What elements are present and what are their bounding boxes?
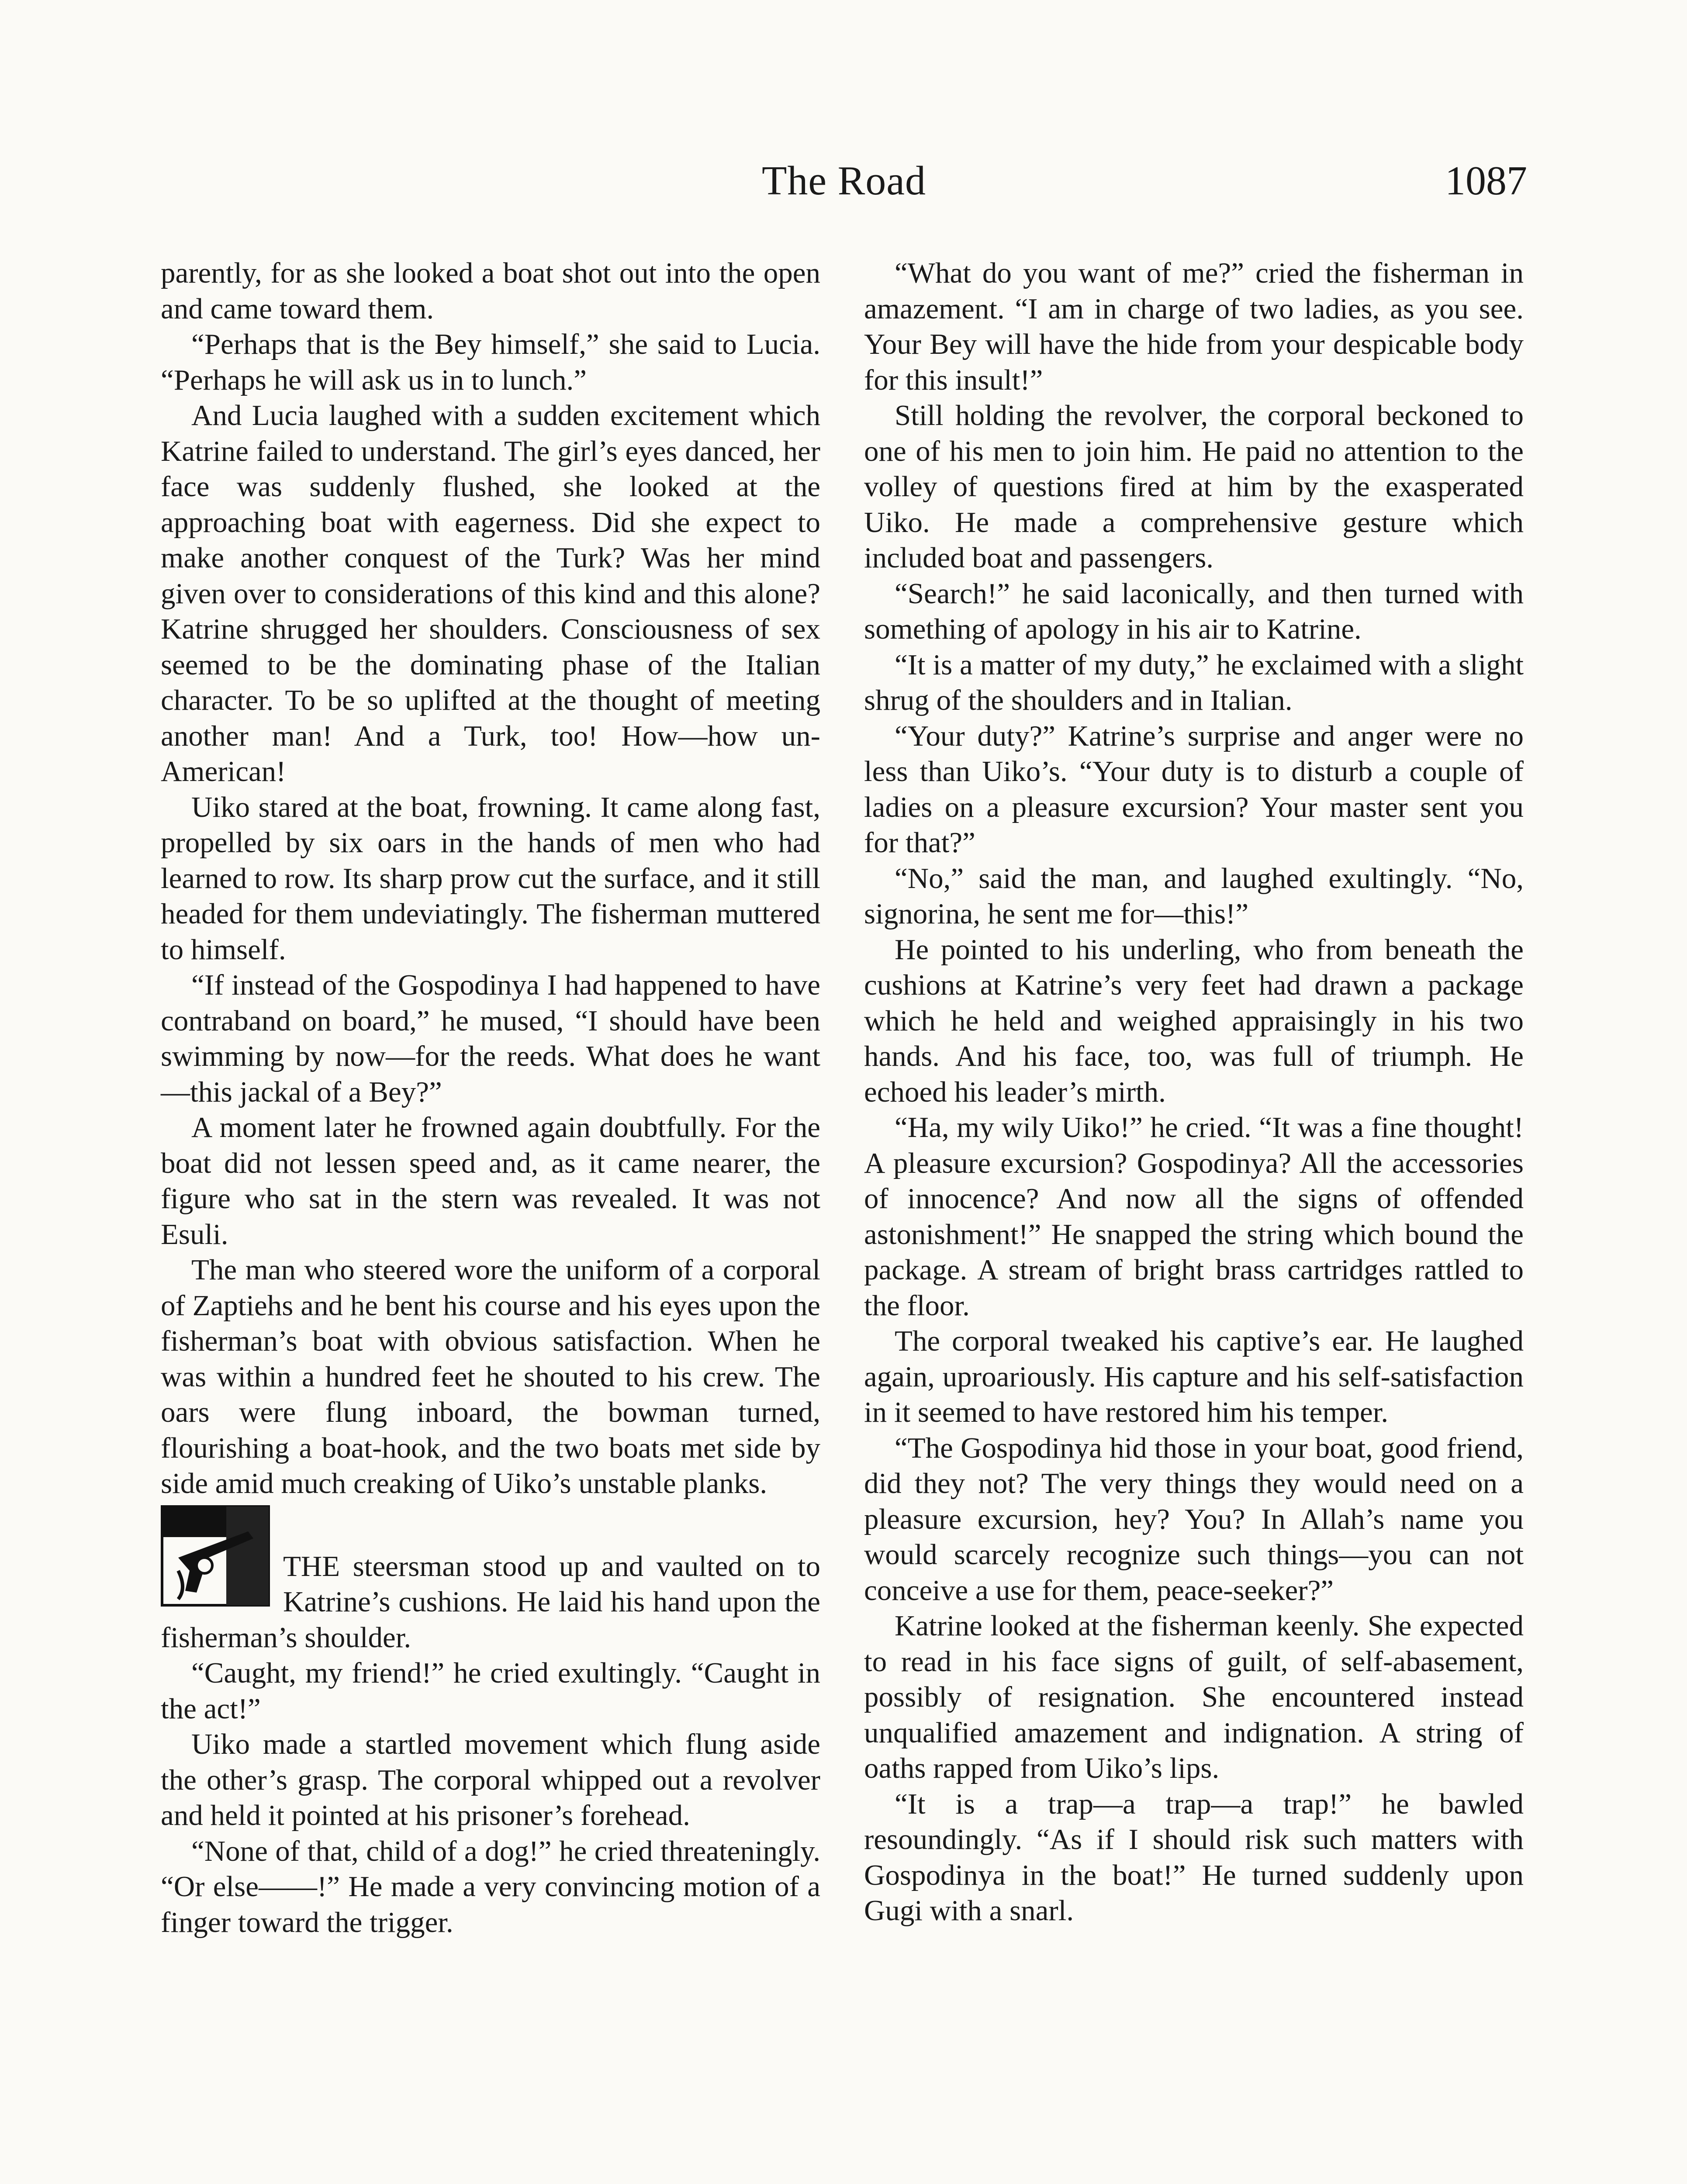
section-paragraph: THE steersman stood up and vaulted on to Katrine’s cushions. He laid his hand upon the fisherman’s shoulder. <box>161 1550 820 1654</box>
paragraph: “Search!” he said laconically, and then turned with something of apology in his air to Katrine. <box>864 577 1524 645</box>
paragraph: The corporal tweaked his captive’s ear. He laughed again, uproariously. His capture and his self-satisfaction in it seemed to have restored him his temper. <box>864 1325 1524 1428</box>
left-column <box>161 256 820 1940</box>
paragraph: A moment later he frowned again doubtfully. For the boat did not lessen speed and, as it came nearer, the figure who sat in the stern was revealed. It was not Esuli. <box>161 1111 820 1251</box>
revolver-dropcap-icon <box>161 1505 270 1607</box>
running-title: The Road <box>761 158 926 204</box>
paragraph: “Your duty?” Katrine’s surprise and anger were no less than Uiko’s. “Your duty is to disturb a couple of ladies on a pleasure excursion? Your master sent you for that?” <box>864 719 1524 859</box>
paragraph: He pointed to his underling, who from beneath the cushions at Katrine’s very feet had drawn a package which he held and weighed appraisingly in his two hands. And his face, too, was full of triumph. He echoed his leader’s mirth. <box>864 933 1524 1108</box>
paragraph: “No,” said the man, and laughed exultingly. “No, signorina, he sent me for—this!” <box>864 862 1524 930</box>
paragraph: Uiko stared at the boat, frowning. It came along fast, propelled by six oars in the hands of men who had learned to row. Its sharp prow cut the surface, and it still headed for them undeviatingly. The fisherman muttered to himself. <box>161 791 820 966</box>
page-number: 1087 <box>1445 158 1527 204</box>
paragraph: parently, for as she looked a boat shot out into the open and came toward them. <box>161 257 820 325</box>
paragraph: The man who steered wore the uniform of a corporal of Zaptiehs and he bent his course and his eyes upon the fisherman’s boat with obvious satisfaction. When he was within a hundred feet he shouted to his crew. The oars were flung inboard, the bowman turned, flourishing a boat-hook, and the two boats met side by side amid much creaking of Uiko’s unstable planks. <box>161 1254 820 1500</box>
paragraph: “None of that, child of a dog!” he cried threateningly. “Or else——!” He made a very convincing motion of a finger toward the trigger. <box>161 1835 820 1939</box>
page-header <box>161 157 1527 223</box>
paragraph: And Lucia laughed with a sudden excitement which Katrine failed to understand. The girl’s eyes danced, her face was suddenly flushed, she looked at the approaching boat with eagerness. Did she expect to make another conquest of the Turk? Was her mind given over to considerations of this kind and this alone? Katrine shrugged her shoulders. Consciousness of sex seemed to be the dominating phase of the Italian character. To be so uplifted at the thought of meeting another man! And a Turk, too! How—how un-American! <box>161 399 820 788</box>
paragraph: “Perhaps that is the Bey himself,” she said to Lucia. “Perhaps he will ask us in to lunch.” <box>161 328 820 396</box>
paragraph: “It is a matter of my duty,” he exclaimed with a slight shrug of the shoulders and in Italian. <box>864 648 1524 716</box>
paragraph: “It is a trap—a trap—a trap!” he bawled resoundingly. “As if I should risk such matters with Gospodinya in the boat!” He turned suddenly upon Gugi with a snarl. <box>864 1787 1524 1927</box>
paragraph: “Caught, my friend!” he cried exultingly. “Caught in the act!” <box>161 1657 820 1725</box>
right-column <box>864 256 1524 1929</box>
paragraph: Katrine looked at the fisherman keenly. She expected to read in his face signs of guilt, of self-abasement, possibly of resignation. She encountered instead unqualified amazement and indignation. A string of oaths rapped from Uiko’s lips. <box>864 1610 1524 1784</box>
paragraph: Still holding the revolver, the corporal beckoned to one of his men to join him. He paid no attention to the volley of questions fired at him by the exasperated Uiko. He made a comprehensive gesture which included boat and passengers. <box>864 399 1524 574</box>
paragraph: “Ha, my wily Uiko!” he cried. “It was a fine thought! A pleasure excursion? Gospodinya? All the accessories of innocence? And now all the signs of offended astonishment!” He snapped the string which bound the package. A stream of bright brass cartridges rattled to the floor. <box>864 1111 1524 1322</box>
paragraph: “What do you want of me?” cried the fisherman in amazement. “I am in charge of two ladies, as you see. Your Bey will have the hide from your despicable body for this insult!” <box>864 257 1524 396</box>
paragraph: “The Gospodinya hid those in your boat, good friend, did they not? The very things they would need on a pleasure excursion, hey? You? In Allah’s name you would scarcely recognize such things—you can not conceive a use for them, peace-seeker?” <box>864 1431 1524 1607</box>
paragraph: Uiko made a startled movement which flung aside the other’s grasp. The corporal whipped out a revolver and held it pointed at his prisoner’s forehead. <box>161 1728 820 1832</box>
paragraph: “If instead of the Gospodinya I had happened to have contraband on board,” he mused, “I should have been swimming by now—for the reeds. What does he want—this jackal of a Bey?” <box>161 969 820 1108</box>
